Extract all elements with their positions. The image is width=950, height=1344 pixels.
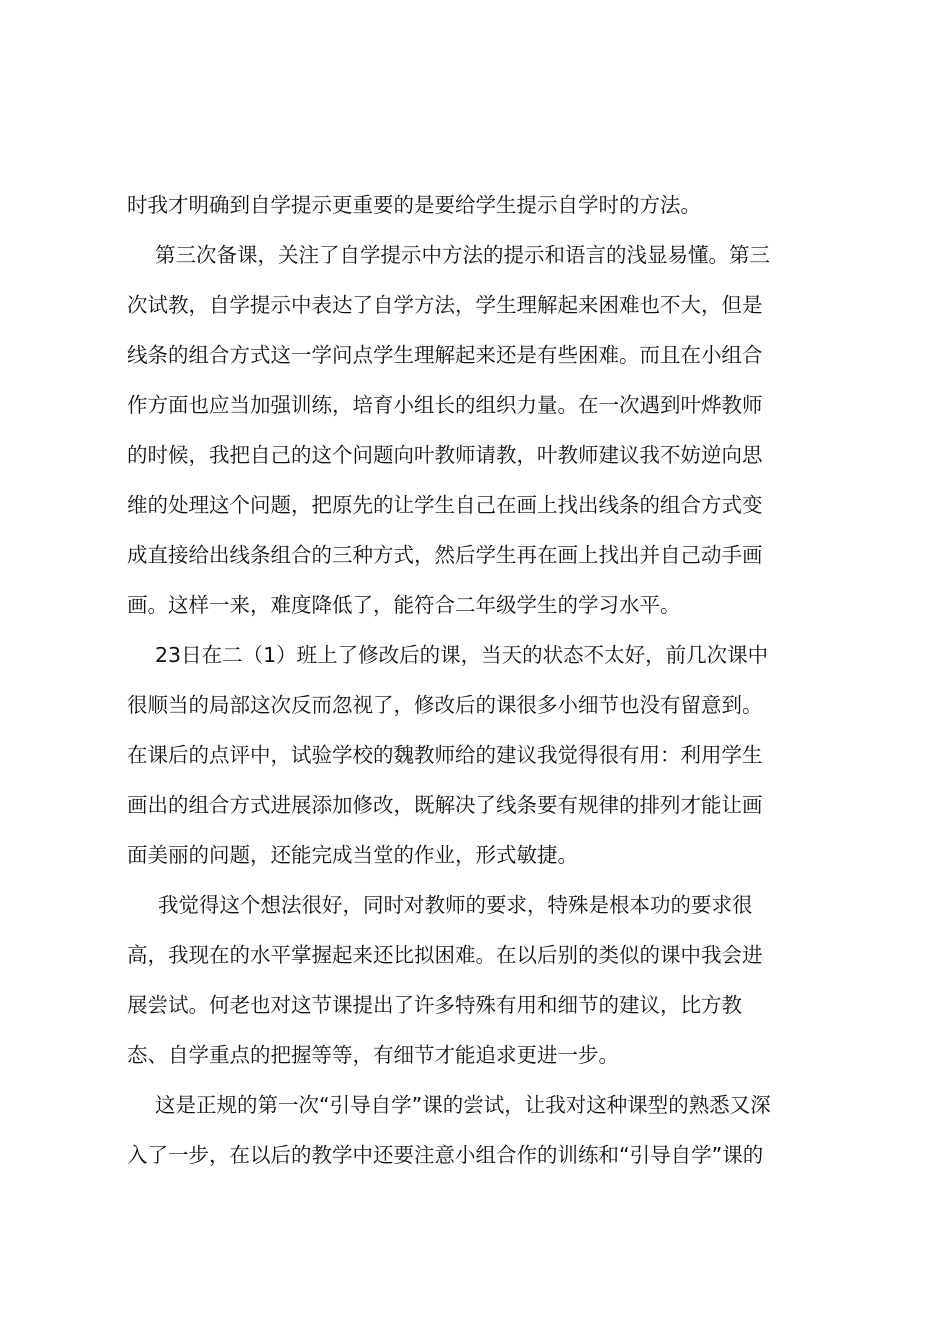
paragraph-start: 23日在二（1）班上了修改后的课，当天的状态不太好，前几次课中	[155, 643, 769, 667]
text-line: 高，我现在的水平掌握起来还比拟困难。在以后别的类似的课中我会进	[127, 943, 763, 967]
text-line: 画出的组合方式进展添加修改，既解决了线条要有规律的排列才能让画	[127, 793, 763, 817]
text-line: 面美丽的问题，还能完成当堂的作业，形式敏捷。	[127, 843, 578, 867]
text-line: 态、自学重点的把握等等，有细节才能追求更进一步。	[127, 1043, 619, 1067]
text-line: 的时候，我把自己的这个问题向叶教师请教，叶教师建议我不妨逆向思	[127, 443, 763, 467]
text-line: 很顺当的局部这次反而忽视了，修改后的课很多小细节也没有留意到。	[127, 693, 763, 717]
text-line: 维的处理这个问题，把原先的让学生自己在画上找出线条的组合方式变	[127, 493, 763, 517]
text-line: 时我才明确到自学提示更重要的是要给学生提示自学时的方法。	[127, 193, 701, 217]
text-line: 线条的组合方式这一学问点学生理解起来还是有些困难。而且在小组合	[127, 343, 763, 367]
text-line: 作方面也应当加强训练，培育小组长的组织力量。在一次遇到叶烨教师	[127, 393, 763, 417]
paragraph-start: 第三次备课，关注了自学提示中方法的提示和语言的浅显易懂。第三	[155, 243, 770, 267]
paragraph-start: 我觉得这个想法很好，同时对教师的要求，特殊是根本功的要求很	[158, 893, 753, 917]
text-line: 在课后的点评中，试验学校的魏教师给的建议我觉得很有用：利用学生	[127, 743, 763, 767]
text-line: 画。这样一来，难度降低了，能符合二年级学生的学习水平。	[127, 593, 681, 617]
text-line: 入了一步，在以后的教学中还要注意小组合作的训练和“引导自学”课的	[127, 1143, 764, 1167]
text-line: 成直接给出线条组合的三种方式，然后学生再在画上找出并自己动手画	[127, 543, 763, 567]
text-line: 次试教，自学提示中表达了自学方法，学生理解起来困难也不大，但是	[127, 293, 763, 317]
paragraph-start: 这是正规的第一次“引导自学”课的尝试，让我对这种课型的熟悉又深	[155, 1093, 771, 1117]
document-body	[127, 180, 833, 1180]
text-line: 展尝试。何老也对这节课提出了许多特殊有用和细节的建议，比方教	[127, 993, 742, 1017]
